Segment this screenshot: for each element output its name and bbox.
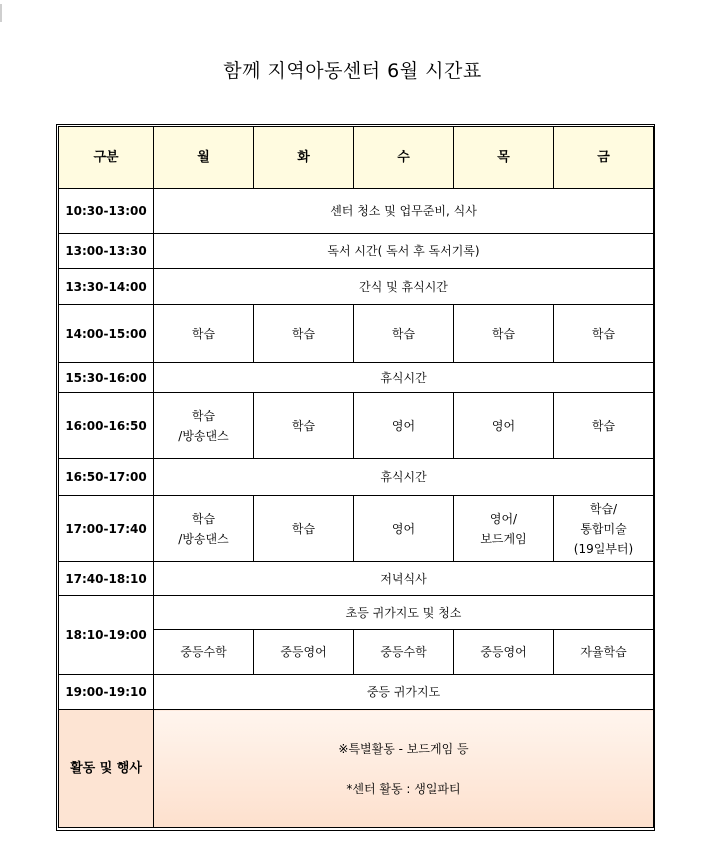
table-row (59, 459, 654, 496)
time-cell: 10:30-13:00 (59, 189, 154, 234)
timetable (58, 126, 654, 828)
time-cell: 18:10-19:00 (59, 596, 154, 675)
table-row (59, 675, 654, 710)
schedule-cell: 저녁식사 (154, 562, 654, 596)
schedule-cell: 간식 및 휴식시간 (154, 269, 654, 305)
schedule-cell: 학습 (554, 393, 654, 459)
header-category: 구분 (59, 127, 154, 189)
header-day-mon: 월 (154, 127, 254, 189)
schedule-cell: 학습 /방송댄스 (154, 393, 254, 459)
schedule-cell: 중등영어 (454, 630, 554, 675)
time-cell: 14:00-15:00 (59, 305, 154, 363)
time-cell: 17:40-18:10 (59, 562, 154, 596)
schedule-cell: 자율학습 (554, 630, 654, 675)
schedule-cell: 학습 (354, 305, 454, 363)
schedule-cell: 학습 /방송댄스 (154, 496, 254, 562)
schedule-cell: 휴식시간 (154, 363, 654, 393)
header-row (59, 127, 654, 189)
table-row (59, 393, 654, 459)
left-edge-marker (0, 4, 2, 22)
schedule-cell: 중등영어 (254, 630, 354, 675)
table-row (59, 305, 654, 363)
header-day-thu: 목 (454, 127, 554, 189)
schedule-cell: 초등 귀가지도 및 청소 (154, 596, 654, 630)
table-row (59, 269, 654, 305)
schedule-cell: 영어 (454, 393, 554, 459)
activity-row (59, 710, 654, 828)
schedule-cell: 영어 (354, 496, 454, 562)
time-cell: 16:00-16:50 (59, 393, 154, 459)
time-cell: 15:30-16:00 (59, 363, 154, 393)
activity-line-special: ※특별활동 - 보드게임 등 (338, 741, 469, 756)
schedule-cell: 독서 시간( 독서 후 독서기록) (154, 234, 654, 269)
activity-line-center: *센터 활동 : 생일파티 (346, 781, 461, 796)
schedule-cell: 영어/ 보드게임 (454, 496, 554, 562)
schedule-cell: 학습 (254, 305, 354, 363)
schedule-cell: 학습 (254, 393, 354, 459)
schedule-cell: 학습/ 통합미술 (19일부터) (554, 496, 654, 562)
time-cell: 13:00-13:30 (59, 234, 154, 269)
table-row (59, 234, 654, 269)
table-row (59, 363, 654, 393)
schedule-cell: 학습 (554, 305, 654, 363)
schedule-cell: 센터 청소 및 업무준비, 식사 (154, 189, 654, 234)
header-day-fri: 금 (554, 127, 654, 189)
header-day-wed: 수 (354, 127, 454, 189)
activity-body (154, 710, 654, 828)
schedule-cell: 학습 (154, 305, 254, 363)
time-cell: 16:50-17:00 (59, 459, 154, 496)
time-cell: 19:00-19:10 (59, 675, 154, 710)
schedule-cell: 휴식시간 (154, 459, 654, 496)
table-row (59, 496, 654, 562)
page-title: 함께 지역아동센터 6월 시간표 (223, 60, 482, 82)
header-day-tue: 화 (254, 127, 354, 189)
schedule-cell: 중등수학 (354, 630, 454, 675)
schedule-cell: 중등수학 (154, 630, 254, 675)
schedule-cell: 학습 (254, 496, 354, 562)
schedule-cell: 영어 (354, 393, 454, 459)
activity-label: 활동 및 행사 (59, 710, 154, 828)
table-row (59, 562, 654, 596)
time-cell: 17:00-17:40 (59, 496, 154, 562)
table-row (59, 189, 654, 234)
schedule-cell: 중등 귀가지도 (154, 675, 654, 710)
schedule-cell: 학습 (454, 305, 554, 363)
time-cell: 13:30-14:00 (59, 269, 154, 305)
table-row (59, 596, 654, 630)
